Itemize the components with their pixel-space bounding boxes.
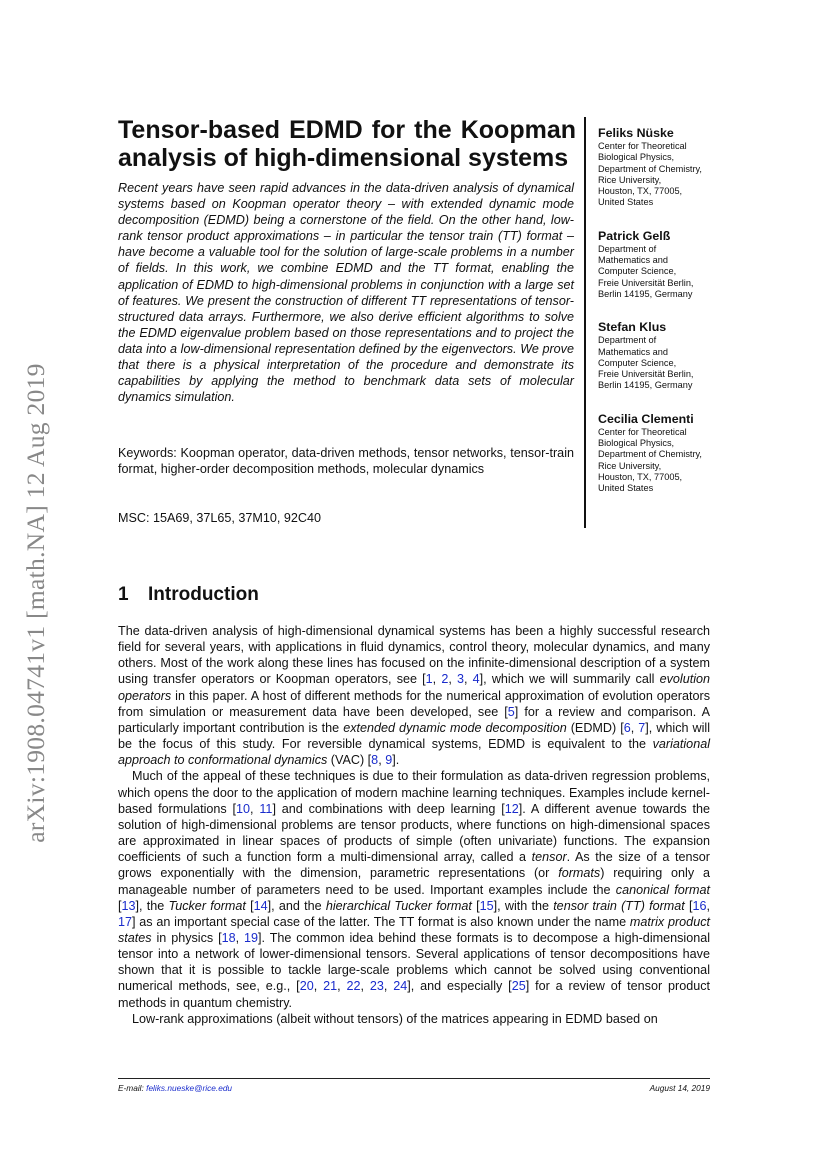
affiliation-line: Center for Theoretical	[598, 426, 687, 437]
affiliation-line: Rice University,	[598, 460, 662, 471]
citation-link[interactable]: 23	[369, 979, 384, 994]
citation-link[interactable]: 1	[425, 672, 433, 687]
affiliation-line: Rice University,	[598, 174, 662, 185]
citation-link[interactable]: 12	[504, 801, 519, 816]
citation-link[interactable]: 10	[236, 801, 251, 816]
section-number: 1	[118, 584, 129, 605]
author-affiliation	[598, 335, 738, 391]
text-run: ], which we will summarily call	[479, 672, 660, 687]
affiliation-line: Computer Science,	[598, 357, 677, 368]
email-link[interactable]: feliks.nueske@rice.edu	[146, 1083, 233, 1093]
citation-link[interactable]: 4	[472, 672, 480, 687]
text-run: ] for a review and comparison. A particularly important contribution is the	[118, 704, 710, 735]
affiliation-line: Computer Science,	[598, 266, 677, 277]
affiliation-line: Mathematics and	[598, 346, 668, 357]
affiliation-line: United States	[598, 483, 654, 494]
text-run: (EDMD) [	[566, 720, 624, 735]
text-run: ,	[432, 672, 442, 687]
affiliation-line: Department of	[598, 335, 657, 346]
author-name: Cecilia Clementi	[598, 411, 694, 426]
affiliation-line: Houston, TX, 77005,	[598, 186, 683, 197]
affiliation-line: United States	[598, 197, 654, 208]
section-title: Introduction	[148, 584, 259, 605]
text-run: [	[118, 898, 122, 913]
text-run: [	[684, 898, 693, 913]
affiliation-line: Mathematics and	[598, 255, 668, 266]
text-run: ,	[706, 898, 711, 913]
author-divider	[584, 117, 586, 528]
text-run: [	[471, 898, 480, 913]
text-run: . As the size of a tensor grows exponentially with the dimension, parametric representations (or	[118, 850, 711, 881]
text-run: ] and combinations with deep learning [	[272, 801, 505, 816]
text-run: (VAC) [	[327, 753, 372, 768]
text-run: ,	[313, 979, 324, 994]
affiliation-line: Biological Physics,	[598, 438, 675, 449]
section-heading	[118, 584, 259, 606]
text-run: ]. A different avenue towards the solution of high-dimensional problems are tensor products, where functions on high-dimensional spaces are approximated in linear spaces of products of simple (often univariate) functions. The expansion coefficients of such a function form a multi-dimensional array, called a	[118, 801, 711, 865]
emphasized-term: tensor	[531, 850, 567, 865]
author-list	[598, 126, 738, 515]
author-name: Stefan Klus	[598, 320, 667, 335]
emphasized-term: evolution operators	[118, 672, 711, 703]
abstract: Recent years have seen rapid advances in the data-driven analysis of dynamical systems based on Koopman operator theory – with extended dynamic mode decomposition (EDMD) being a cornerstone of the field. On the other hand, low-rank tensor product approximations – in particular the tensor train (TT) format – have become a valuable tool for the solution of large-scale problems in a number of fields. In this work, we combine EDMD and the TT format, enabling the application of EDMD to high-dimensional problems in conjunction with a large set of features. We present the construction of different TT representations of tensor-structured data arrays. Furthermore, we also derive efficient algorithms to solve the EDMD eigenvalue problem based on those representations and to project the data into a low-dimensional representation defined by the eigenvectors. We prove that there is a physical interpretation of the procedure and demonstrate its capabilities by applying the method to benchmark data sets of molecular dynamics simulation.	[118, 181, 574, 405]
author-affiliation	[598, 244, 738, 300]
text-run: ,	[235, 930, 245, 945]
text-run: ,	[360, 979, 370, 994]
author-affiliation	[598, 427, 738, 495]
footer-date: August 14, 2019	[649, 1083, 710, 1093]
emphasized-term: hierarchical Tucker format	[325, 898, 472, 913]
text-run: Low-rank approximations (albeit without tensors) of the matrices appearing in EDMD based on	[132, 1011, 658, 1026]
text-run: ], the	[135, 898, 169, 913]
text-run: ,	[464, 672, 473, 687]
text-run: [	[245, 898, 254, 913]
citation-link[interactable]: 16	[692, 898, 707, 913]
citation-link[interactable]: 24	[393, 979, 408, 994]
introduction-body	[118, 623, 710, 1027]
citation-link[interactable]: 11	[259, 801, 273, 816]
citation-link[interactable]: 25	[511, 979, 526, 994]
affiliation-line: Houston, TX, 77005,	[598, 471, 683, 482]
citation-link[interactable]: 8	[371, 753, 379, 768]
text-run: ,	[448, 672, 457, 687]
text-run: ,	[378, 753, 386, 768]
citation-link[interactable]: 15	[479, 898, 494, 913]
text-run: ], with the	[493, 898, 554, 913]
text-run: ].	[392, 753, 400, 768]
text-run: ,	[630, 720, 639, 735]
emphasized-term: matrix product states	[118, 914, 710, 945]
affiliation-line: Department of	[598, 243, 657, 254]
citation-link[interactable]: 7	[638, 720, 646, 735]
emphasized-term: formats	[558, 866, 601, 881]
affiliation-line: Freie Universität Berlin,	[598, 369, 694, 380]
citation-link[interactable]: 14	[253, 898, 268, 913]
emphasized-term: Tucker format	[168, 898, 246, 913]
author-block	[598, 320, 738, 391]
msc-codes: MSC: 15A69, 37L65, 37M10, 92C40	[118, 511, 322, 525]
author-name: Feliks Nüske	[598, 126, 674, 140]
emphasized-term: canonical format	[615, 882, 710, 897]
email-label: E-mail:	[118, 1083, 144, 1093]
affiliation-line: Freie Universität Berlin,	[598, 277, 694, 288]
footer-rule	[118, 1078, 710, 1079]
citation-link[interactable]: 2	[441, 672, 449, 687]
citation-link[interactable]: 5	[507, 704, 515, 719]
arxiv-side-stamp	[21, 338, 51, 868]
citation-link[interactable]: 3	[456, 672, 464, 687]
text-run: ,	[250, 801, 260, 816]
paper-title: Tensor-based EDMD for the Koopman analysis of high-dimensional systems	[118, 116, 576, 172]
author-block	[598, 412, 738, 495]
citation-link[interactable]: 17	[118, 914, 133, 929]
author-block	[598, 126, 738, 209]
emphasized-term: extended dynamic mode decomposition	[343, 720, 567, 735]
emphasized-term: variational approach to conformational dynamics	[118, 737, 710, 768]
author-name: Patrick Gelß	[598, 228, 671, 243]
affiliation-line: Department of Chemistry,	[598, 163, 702, 174]
text-run: ,	[383, 979, 394, 994]
text-run: The data-driven analysis of high-dimensional dynamical systems has been a highly successful research field for several years, with applications in fluid dynamics, control theory, molecular dynamics, and many others. Most of the work along these lines has focused on the infinite-dimensional description of a system using transfer operators or Koopman operators, see [	[118, 624, 710, 687]
citation-link[interactable]: 9	[385, 753, 393, 768]
affiliation-line: Center for Theoretical	[598, 141, 687, 151]
text-run: ], and the	[267, 898, 326, 913]
citation-link[interactable]: 19	[244, 930, 259, 945]
text-run: ) requiring only a manageable number of parameters need to be used. Important examples include the	[118, 866, 710, 897]
author-affiliation	[598, 141, 738, 209]
affiliation-line: Department of Chemistry,	[598, 449, 702, 460]
text-run: ] for a review of tensor product methods in quantum chemistry.	[118, 979, 711, 1010]
text-run: ]. The common idea behind these formats is to decompose a high-dimensional tensor into a network of lower-dimensional tensors. Several applications of tensor decompositions have shown that it is possible to tackle large-scale problems which cannot be solved using conventional numerical methods, see, e.g., [	[118, 930, 711, 994]
body-paragraph	[118, 1011, 710, 1027]
body-paragraph	[118, 768, 710, 1010]
citation-link[interactable]: 22	[346, 979, 361, 994]
author-block	[598, 229, 738, 300]
affiliation-line: Berlin 14195, Germany	[598, 380, 693, 391]
text-run: Much of the appeal of these techniques is due to their formulation as data-driven regression problems, which opens the door to the application of modern machine learning techniques. Examples include kernel-based formulations [	[118, 769, 710, 816]
citation-link[interactable]: 20	[299, 979, 314, 994]
footer-email	[118, 1083, 232, 1093]
text-run: in this paper. A host of different methods for the numerical approximation of evolution operators from simulation or measurement data have been developed, see [	[118, 688, 710, 719]
body-paragraph	[118, 623, 710, 768]
text-run: ,	[337, 979, 347, 994]
keywords: Keywords: Koopman operator, data-driven methods, tensor networks, tensor-train format, higher-order decomposition methods, molecular dynamics	[118, 446, 574, 477]
citation-link[interactable]: 13	[121, 898, 136, 913]
arxiv-identifier: arXiv:1908.04741v1 [math.NA] 12 Aug 2019	[21, 363, 50, 843]
citation-link[interactable]: 18	[221, 930, 236, 945]
text-run: ], and especially [	[407, 979, 512, 994]
text-run: ] as an important special case of the latter. The TT format is also known under the name	[132, 914, 630, 929]
text-run: in physics [	[151, 930, 222, 945]
citation-link[interactable]: 6	[623, 720, 631, 735]
text-run: ], which will be the focus of this study. For reversible dynamical systems, EDMD is equivalent to the	[118, 720, 711, 752]
affiliation-line: Berlin 14195, Germany	[598, 288, 693, 299]
affiliation-line: Biological Physics,	[598, 152, 675, 163]
emphasized-term: tensor train (TT) format	[553, 898, 685, 913]
citation-link[interactable]: 21	[323, 979, 338, 994]
